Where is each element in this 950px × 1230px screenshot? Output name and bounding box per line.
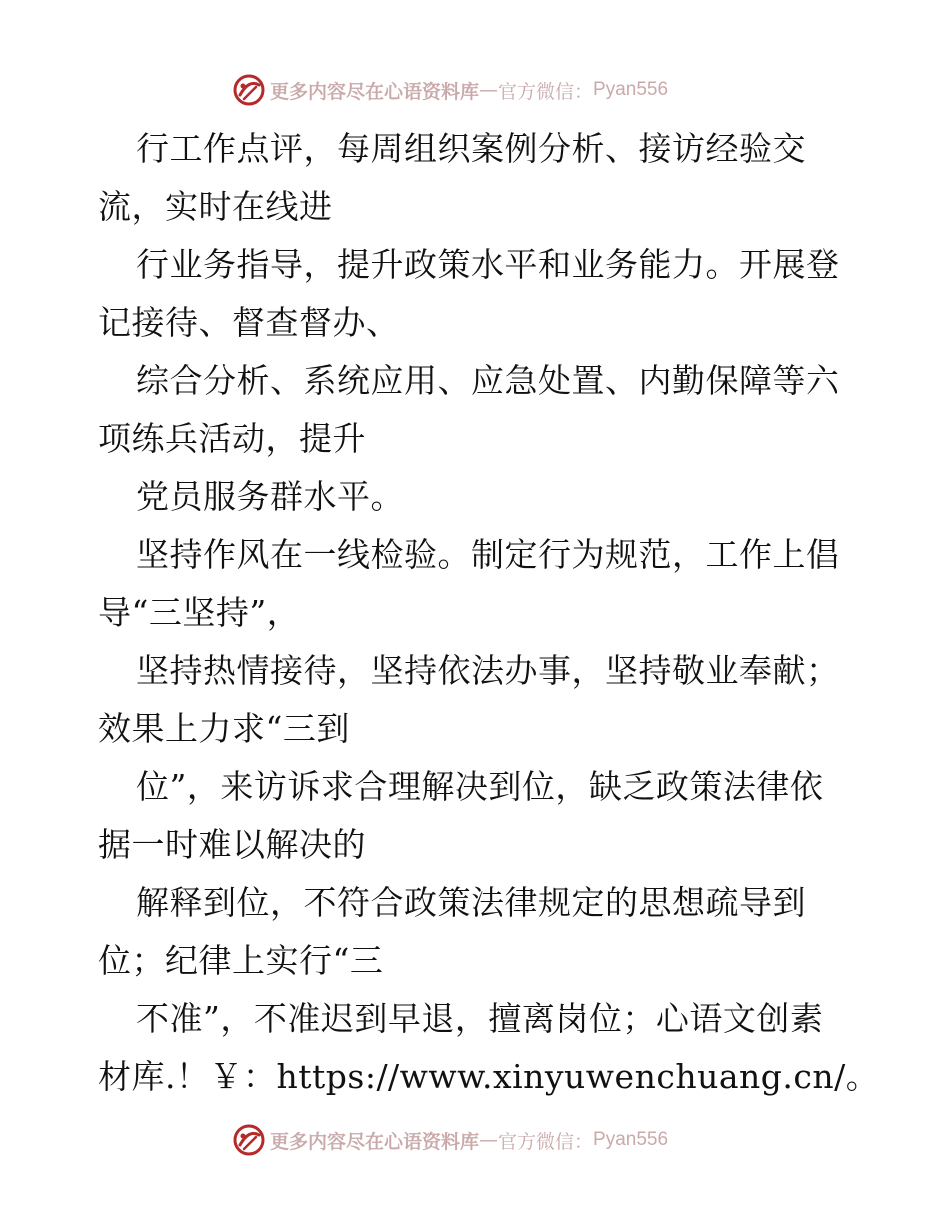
text-line-15: 位；纪律上实行“三	[98, 941, 384, 980]
brand-logo-icon	[232, 1123, 266, 1157]
text-line-8: 坚持作风在一线检验。制定行为规范，工作上倡	[136, 535, 840, 574]
text-line-12: 位”，来访诉求合理解决到位，缺乏政策法律依	[136, 767, 824, 806]
text-line-1: 行工作点评，每周组织案例分析、接访经验交	[136, 129, 806, 168]
document-body	[98, 120, 880, 1106]
banner-separator: —	[479, 1129, 499, 1151]
footer-banner	[232, 1120, 668, 1160]
banner-wechat-label: 官方微信：	[498, 1130, 594, 1153]
banner-separator: —	[479, 79, 499, 101]
text-line-3: 行业务指导，提升政策水平和业务能力。开展登	[136, 245, 840, 284]
banner-wechat-id: Pyan556	[593, 79, 669, 100]
text-line-13: 据一时难以解决的	[98, 825, 366, 864]
text-line-7: 党员服务群水平。	[136, 477, 404, 516]
text-line-11: 效果上力求“三到	[98, 709, 350, 748]
text-line-17: 材库.！￥：https://www.xinyuwenchuang.cn/。	[98, 1057, 880, 1096]
banner-wechat-label: 官方微信：	[498, 80, 594, 103]
banner-text: 更多内容尽在心语资料库	[270, 80, 480, 103]
text-line-6: 项练兵活动，提升	[98, 419, 366, 458]
text-line-10: 坚持热情接待，坚持依法办事，坚持敬业奉献；	[136, 651, 840, 690]
text-line-14: 解释到位，不符合政策法律规定的思想疏导到	[136, 883, 806, 922]
banner-wechat-id: Pyan556	[593, 1129, 669, 1150]
text-line-4: 记接待、督查督办、	[98, 303, 400, 342]
text-line-9: 导“三坚持”，	[98, 593, 301, 632]
text-line-2: 流，实时在线进	[98, 187, 333, 226]
brand-logo-icon	[232, 73, 266, 107]
text-line-5: 综合分析、系统应用、应急处置、内勤保障等六	[136, 361, 840, 400]
text-line-16: 不准”，不准迟到早退，擅离岗位；心语文创素	[136, 999, 824, 1038]
header-banner	[232, 70, 668, 110]
banner-text: 更多内容尽在心语资料库	[270, 1130, 480, 1153]
